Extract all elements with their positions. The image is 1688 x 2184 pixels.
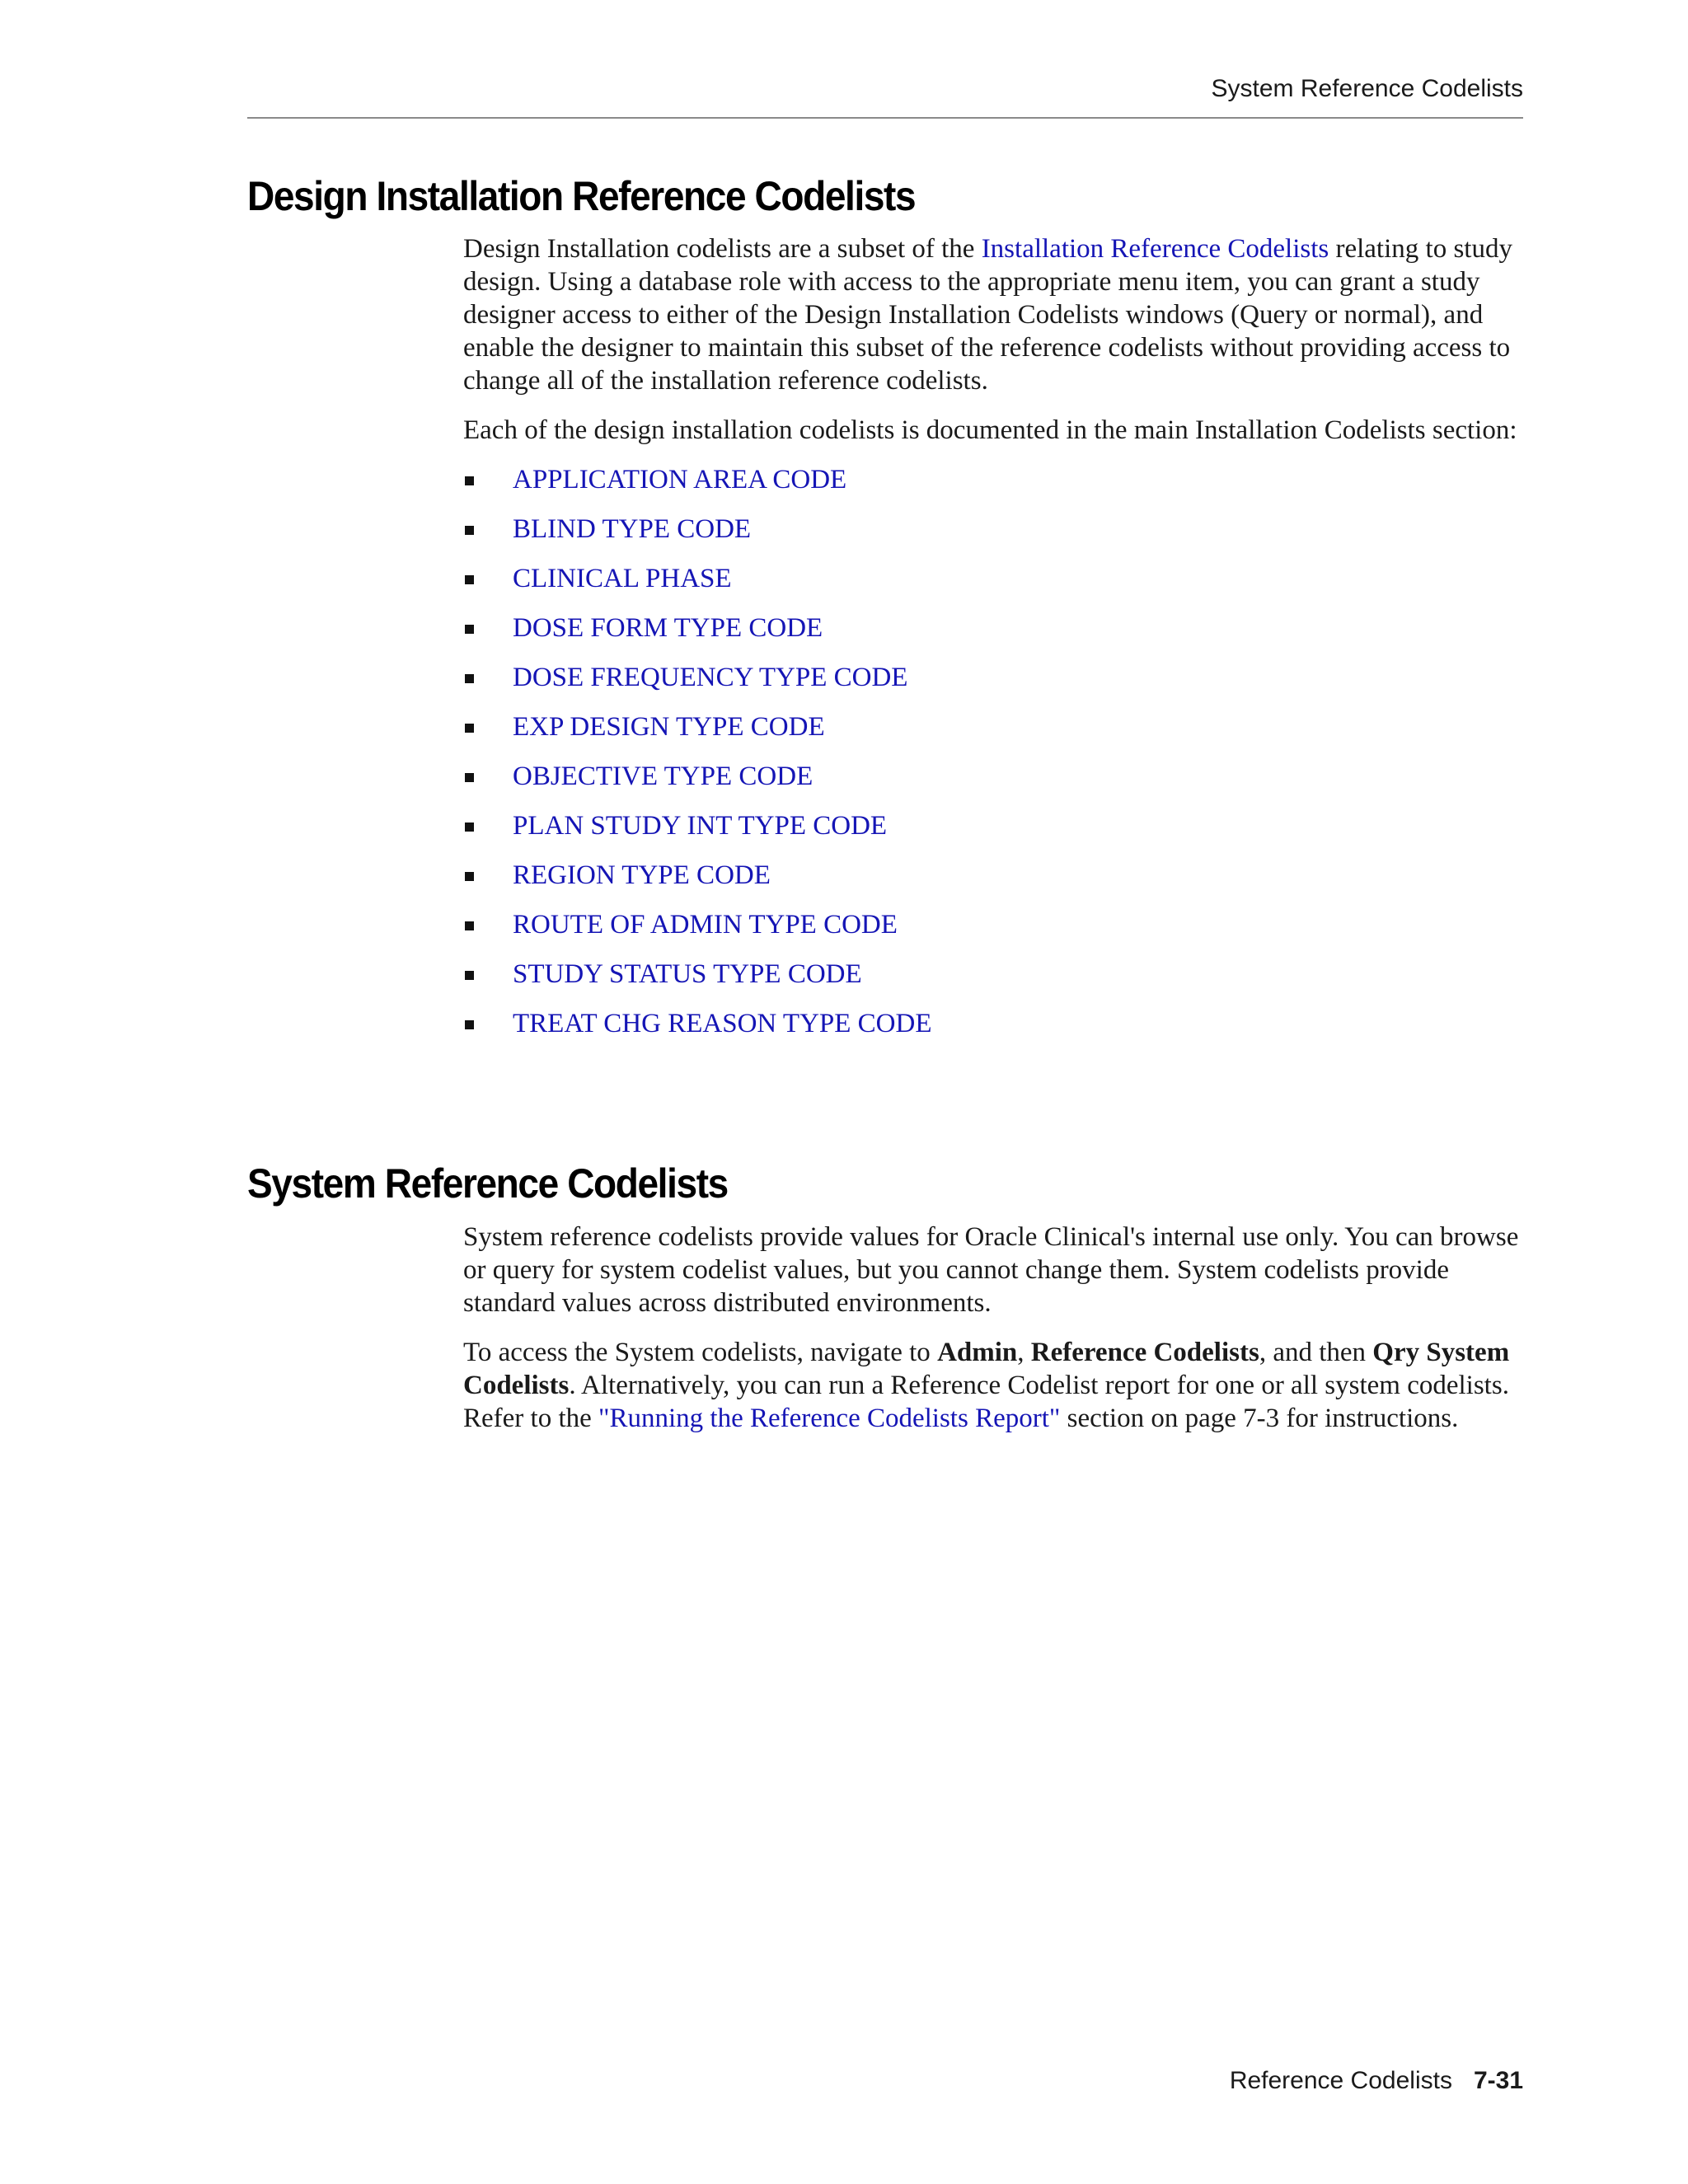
bullet-icon: [465, 872, 474, 881]
list-item: [463, 710, 1535, 760]
codelist-link[interactable]: PLAN STUDY INT TYPE CODE: [513, 811, 888, 841]
running-header: [247, 73, 1523, 119]
codelist-link[interactable]: DOSE FREQUENCY TYPE CODE: [513, 663, 908, 692]
codelist-link[interactable]: ROUTE OF ADMIN TYPE CODE: [513, 910, 898, 940]
menu-path-qry-system-codelists: Qry System Codelists: [463, 1338, 1510, 1400]
codelist-link[interactable]: STUDY STATUS TYPE CODE: [513, 959, 862, 989]
section-heading-design-installation: Design Installation Reference Codelists: [247, 173, 916, 219]
design-codelist-list: [463, 463, 1535, 1057]
bullet-icon: [465, 476, 474, 485]
codelist-link[interactable]: CLINICAL PHASE: [513, 564, 732, 593]
codelist-link[interactable]: BLIND TYPE CODE: [513, 514, 752, 544]
codelist-link[interactable]: APPLICATION AREA CODE: [513, 465, 847, 494]
list-item: [463, 958, 1535, 1007]
installation-reference-codelists-link[interactable]: Installation Reference Codelists: [981, 234, 1329, 264]
section-heading-system-reference: System Reference Codelists: [247, 1160, 728, 1207]
bullet-icon: [465, 724, 474, 733]
codelist-link[interactable]: OBJECTIVE TYPE CODE: [513, 762, 814, 791]
access-text-1: To access the System codelists, navigate to: [463, 1338, 938, 1367]
bullet-icon: [465, 823, 474, 832]
bullet-icon: [465, 575, 474, 584]
intro-text-start: Design Installation codelists are a subset of the: [463, 234, 982, 264]
intro-text-end: relating to study design. Using a database role with access to the appropriate menu item, you can grant a study designer access to either of the Design Installation Codelists windows (Query or normal), and enable the designer to maintain this subset of the reference codelists without providing access to change all of the installation reference codelists.: [463, 234, 1512, 396]
menu-path-admin: Admin: [937, 1338, 1018, 1367]
codelist-link[interactable]: EXP DESIGN TYPE CODE: [513, 712, 825, 742]
list-item: [463, 513, 1535, 562]
bullet-icon: [465, 971, 474, 980]
page-footer: [1230, 2064, 1523, 2097]
running-report-link[interactable]: "Running the Reference Codelists Report": [598, 1404, 1061, 1433]
access-text-2: ,: [1017, 1338, 1031, 1367]
bullet-icon: [465, 1020, 474, 1029]
list-item: [463, 809, 1535, 859]
codelist-link[interactable]: TREAT CHG REASON TYPE CODE: [513, 1009, 932, 1038]
list-item: [463, 562, 1535, 612]
section-body-design-installation: [463, 232, 1535, 1057]
list-item: [463, 612, 1535, 661]
list-item: [463, 760, 1535, 809]
list-item: [463, 1007, 1535, 1057]
access-text-5: section on page 7-3 for instructions.: [1060, 1404, 1459, 1433]
bullet-icon: [465, 674, 474, 683]
bullet-icon: [465, 921, 474, 930]
list-item: [463, 859, 1535, 908]
codelist-link[interactable]: REGION TYPE CODE: [513, 860, 771, 890]
system-intro-paragraph: System reference codelists provide values for Oracle Clinical's internal use only. You can browse or query for system codelist values, but you cannot change them. System codelists provide standard values across distributed environments.: [463, 1222, 1519, 1318]
system-access-paragraph: [463, 1336, 1535, 1435]
bullet-icon: [465, 625, 474, 634]
footer-chapter-title: Reference Codelists: [1229, 2067, 1452, 2094]
menu-path-reference-codelists: Reference Codelists: [1030, 1338, 1259, 1367]
list-item: [463, 908, 1535, 958]
running-header-title: System Reference Codelists: [1211, 75, 1523, 102]
bullet-icon: [465, 526, 474, 535]
access-text-4: . Alternatively, you can run a Reference Codelist report for one or all system codelists. Refer to the: [463, 1371, 1509, 1433]
page-number: 7-31: [1473, 2067, 1523, 2094]
section-body-system-reference: [463, 1221, 1535, 1451]
bullet-icon: [465, 773, 474, 782]
codelists-intro-paragraph: Each of the design installation codelists is documented in the main Installation Codelists section:: [463, 415, 1517, 445]
list-item: [463, 661, 1535, 710]
access-text-3: , and then: [1259, 1338, 1373, 1367]
codelist-link[interactable]: DOSE FORM TYPE CODE: [513, 613, 823, 643]
intro-paragraph: [463, 232, 1535, 397]
list-item: [463, 463, 1535, 513]
